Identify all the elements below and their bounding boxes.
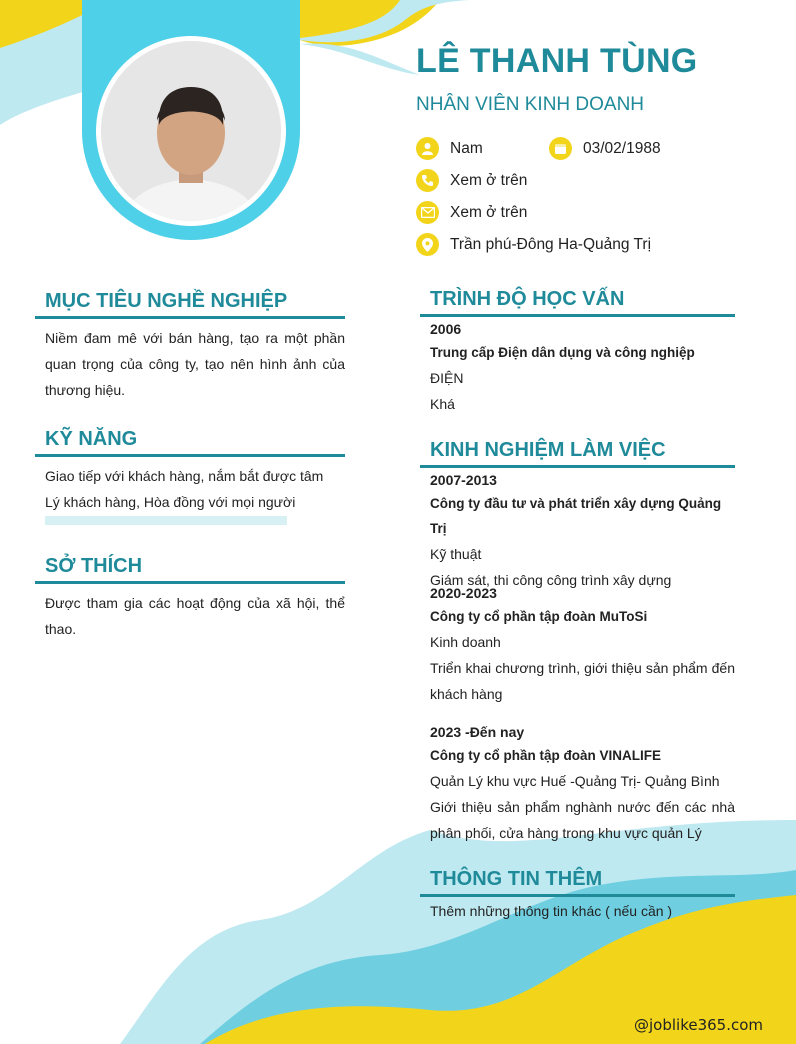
- experience-title: KINH NGHIỆM LÀM VIỆC: [430, 439, 666, 461]
- education-school: Trung cấp Điện dân dụng và công nghiệp: [430, 345, 695, 360]
- calendar-icon: [549, 137, 572, 160]
- experience-desc: Giám sát, thi công công trình xây dựng: [430, 572, 672, 588]
- address-row: [416, 233, 651, 256]
- address-text: Trần phú-Đông Ha-Quảng Trị: [450, 235, 652, 253]
- extra-title: THÔNG TIN THÊM: [430, 868, 603, 890]
- education-item: [430, 318, 735, 417]
- skills-line-2: Lý khách hàng, Hòa đồng với mọi người: [45, 494, 296, 510]
- dob-text: 03/02/1988: [583, 139, 661, 157]
- experience-desc: Giới thiệu sản phẩm nghành nước đến các nhà phân phối, cửa hàng trong khu vực quản Lý: [430, 799, 735, 841]
- experience-position: Quản Lý khu vực Huế -Quảng Trị- Quảng Bình: [430, 773, 720, 789]
- candidate-title: NHÂN VIÊN KINH DOANH: [416, 94, 645, 115]
- phone-row: [416, 169, 527, 192]
- profile-photo: [101, 41, 281, 221]
- skill-bar: [45, 516, 287, 525]
- candidate-name: LÊ THANH TÙNG: [416, 42, 698, 80]
- experience-item: [430, 582, 735, 707]
- experience-position: Kỹ thuật: [430, 546, 482, 562]
- gender-text: Nam: [450, 139, 483, 157]
- experience-company: Công ty cổ phần tập đoàn VINALIFE: [430, 748, 661, 763]
- email-text: Xem ở trên: [450, 203, 528, 221]
- mail-icon: [416, 201, 439, 224]
- experience-divider: [420, 465, 735, 468]
- education-divider: [420, 314, 735, 317]
- experience-desc: Triển khai chương trình, giới thiệu sản phẩm đến khách hàng: [430, 660, 735, 702]
- footer-credit: @joblike365.com: [634, 1016, 764, 1034]
- dob-row: [549, 137, 661, 160]
- gender-row: [416, 137, 483, 160]
- hobbies-title: SỞ THÍCH: [45, 555, 143, 577]
- skills-line-1: Giao tiếp với khách hàng, nắm bắt được tâm: [45, 468, 324, 484]
- experience-period: 2007-2013: [430, 472, 497, 488]
- experience-period: 2020-2023: [430, 585, 497, 601]
- experience-item: [430, 721, 735, 846]
- experience-position: Kinh doanh: [430, 634, 501, 650]
- hobbies-divider: [35, 581, 345, 584]
- education-major: ĐIỆN: [430, 370, 464, 386]
- objective-text: Niềm đam mê với bán hàng, tạo ra một phần quan trọng của công ty, tạo nên hình ảnh của thương hiệu.: [45, 330, 345, 398]
- extra-text: Thêm những thông tin khác ( nếu cần ): [430, 903, 673, 919]
- person-icon: [416, 137, 439, 160]
- skills-title: KỸ NĂNG: [45, 428, 138, 450]
- experience-item: [430, 469, 735, 593]
- hobbies-text: Được tham gia các hoạt động của xã hội, thể thao.: [45, 595, 345, 637]
- experience-company: Công ty đầu tư và phát triển xây dựng Quảng Trị: [430, 496, 722, 536]
- education-title: TRÌNH ĐỘ HỌC VẤN: [430, 288, 625, 310]
- objective-title: MỤC TIÊU NGHỀ NGHIỆP: [45, 290, 288, 312]
- education-grade: Khá: [430, 396, 455, 412]
- education-year: 2006: [430, 321, 462, 337]
- experience-period: 2023 -Đến nay: [430, 724, 525, 740]
- skills-divider: [35, 454, 345, 457]
- phone-text: Xem ở trên: [450, 171, 528, 189]
- email-row: [416, 201, 527, 224]
- location-icon: [416, 233, 439, 256]
- phone-icon: [416, 169, 439, 192]
- extra-divider: [420, 894, 735, 897]
- experience-company: Công ty cổ phần tập đoàn MuToSi: [430, 609, 648, 624]
- objective-divider: [35, 316, 345, 319]
